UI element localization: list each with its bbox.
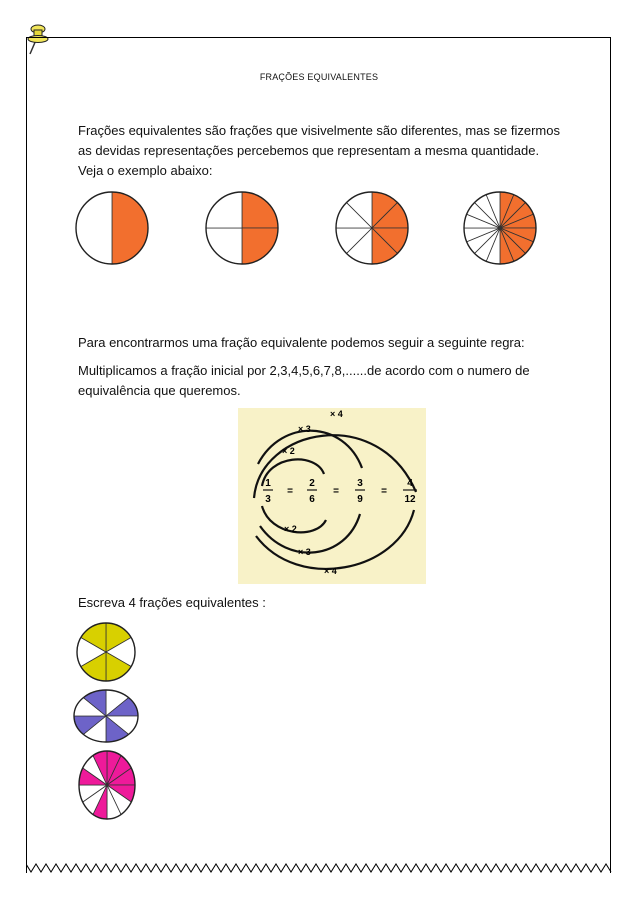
intro-line: Veja o exemplo abaixo:	[78, 163, 213, 178]
fraction-2-numerator: 2	[309, 478, 315, 489]
multiply-line: Multiplicamos a fração inicial por 2,3,4,5,6,7,8,......de acordo com o numero de	[78, 363, 530, 378]
label-bottom-x3: × 3	[298, 547, 311, 557]
wheel-slice	[112, 192, 148, 264]
multiply-paragraph	[78, 361, 578, 401]
fraction-2-denominator: 6	[309, 494, 315, 505]
equals-sign-1: =	[287, 486, 293, 497]
multiply-line: equivalência que queremos.	[78, 383, 241, 398]
page-title: FRAÇÕES EQUIVALENTES	[259, 72, 379, 82]
label-top-x2: × 2	[282, 446, 295, 456]
fraction-4-denominator: 12	[404, 494, 416, 505]
exercise-wheel-1	[77, 623, 135, 681]
intro-line: Frações equivalentes são frações que visivelmente são diferentes, mas se fizermos	[78, 123, 560, 138]
exercise-wheel-3	[79, 751, 135, 819]
example-circle-3	[336, 192, 408, 264]
example-circles	[70, 190, 570, 270]
label-top-x4: × 4	[330, 409, 343, 419]
exercise-wheel-2	[74, 690, 138, 742]
intro-line: as devidas representações percebemos que representam a mesma quantidade.	[78, 143, 540, 158]
intro-paragraph	[78, 121, 578, 181]
fraction-1-denominator: 3	[265, 494, 271, 505]
equivalence-diagram	[238, 408, 426, 584]
fraction-4-numerator: 4	[407, 478, 413, 489]
label-bottom-x2: × 2	[284, 524, 297, 534]
fraction-1-numerator: 1	[265, 478, 271, 489]
rule-line: Para encontrarmos uma fração equivalente podemos seguir a seguinte regra:	[78, 335, 525, 350]
equals-sign-3: =	[381, 486, 387, 497]
example-circle-4	[464, 192, 536, 264]
exercise-line: Escreva 4 frações equivalentes :	[78, 595, 266, 610]
equals-sign-2: =	[333, 486, 339, 497]
example-circle-2	[206, 192, 278, 264]
example-circle-1	[76, 192, 148, 264]
zigzag-border	[26, 860, 612, 876]
fraction-3-denominator: 9	[357, 494, 363, 505]
label-top-x3: × 3	[298, 424, 311, 434]
label-bottom-x4: × 4	[324, 566, 337, 576]
exercise-wheels	[70, 622, 150, 826]
fraction-3-numerator: 3	[357, 478, 363, 489]
wheel-slice	[76, 192, 112, 264]
